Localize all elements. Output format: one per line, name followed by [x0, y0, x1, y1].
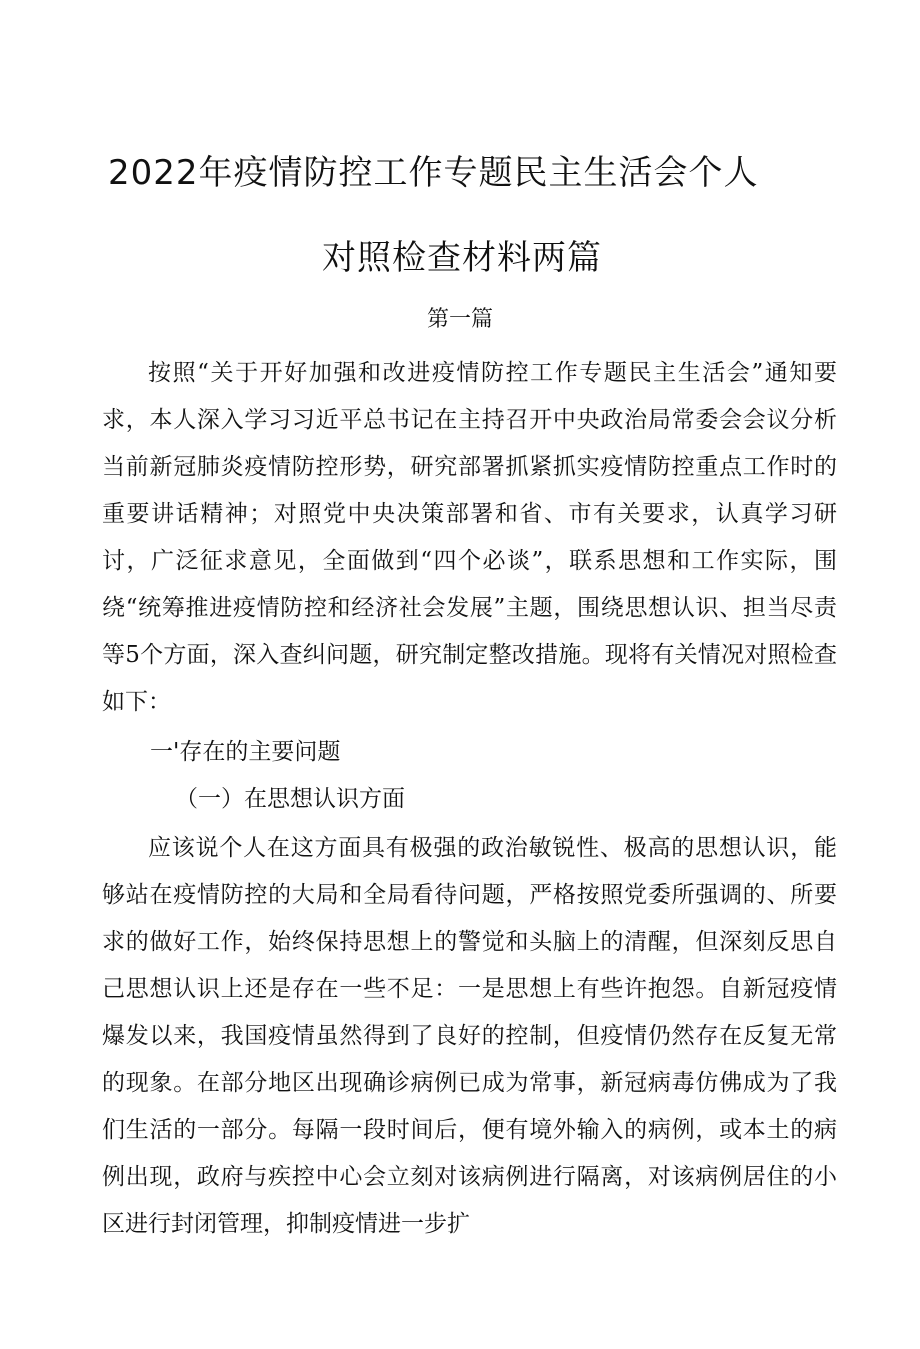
document-title-line1: 2022年疫情防控工作专题民主生活会个人 — [108, 153, 759, 193]
intro-paragraph: 按照“关于开好加强和改进疫情防控工作专题民主生活会”通知要求，本人深入学习习近平总书记在主持召开中央政治局常委会会议分析当前新冠肺炎疫情防控形势，研究部署抓紧抓实疫情防控重点工作时的重要讲话精神；对照党中央决策部署和省、市有关要求，认真学习研讨，广泛征求意见，全面做到“四个必谈”，联系思想和工作实际，围绕“统筹推进疫情防控和经济社会发展”主题，围绕思想认识、担当尽责等5个方面，深入查纠问题，研究制定整改措施。现将有关情况对照检查如下： — [102, 360, 837, 715]
body-paragraph: 应该说个人在这方面具有极强的政治敏锐性、极高的思想认识，能够站在疫情防控的大局和全局看待问题，严格按照党委所强调的、所要求的做好工作，始终保持思想上的警觉和头脑上的清醒，但深刻反思自己思想认识上还是存在一些不足：一是思想上有些许抱怨。自新冠疫情爆发以来，我国疫情虽然得到了良好的控制，但疫情仍然存在反复无常的现象。在部分地区出现确诊病例已成为常事，新冠病毒仿佛成为了我们生活的一部分。每隔一段时间后，便有境外输入的病例，或本土的病例出现，政府与疾控中心会立刻对该病例进行隔离，对该病例居住的小区进行封闭管理，抑制疫情进一步扩 — [102, 835, 837, 1237]
document-title-line2: 对照检查材料两篇 — [322, 238, 602, 278]
document-subtitle: 第一篇 — [426, 307, 493, 332]
subsection-heading: （一）在思想认识方面 — [175, 786, 405, 812]
section-heading: 一'存在的主要问题 — [150, 739, 341, 765]
